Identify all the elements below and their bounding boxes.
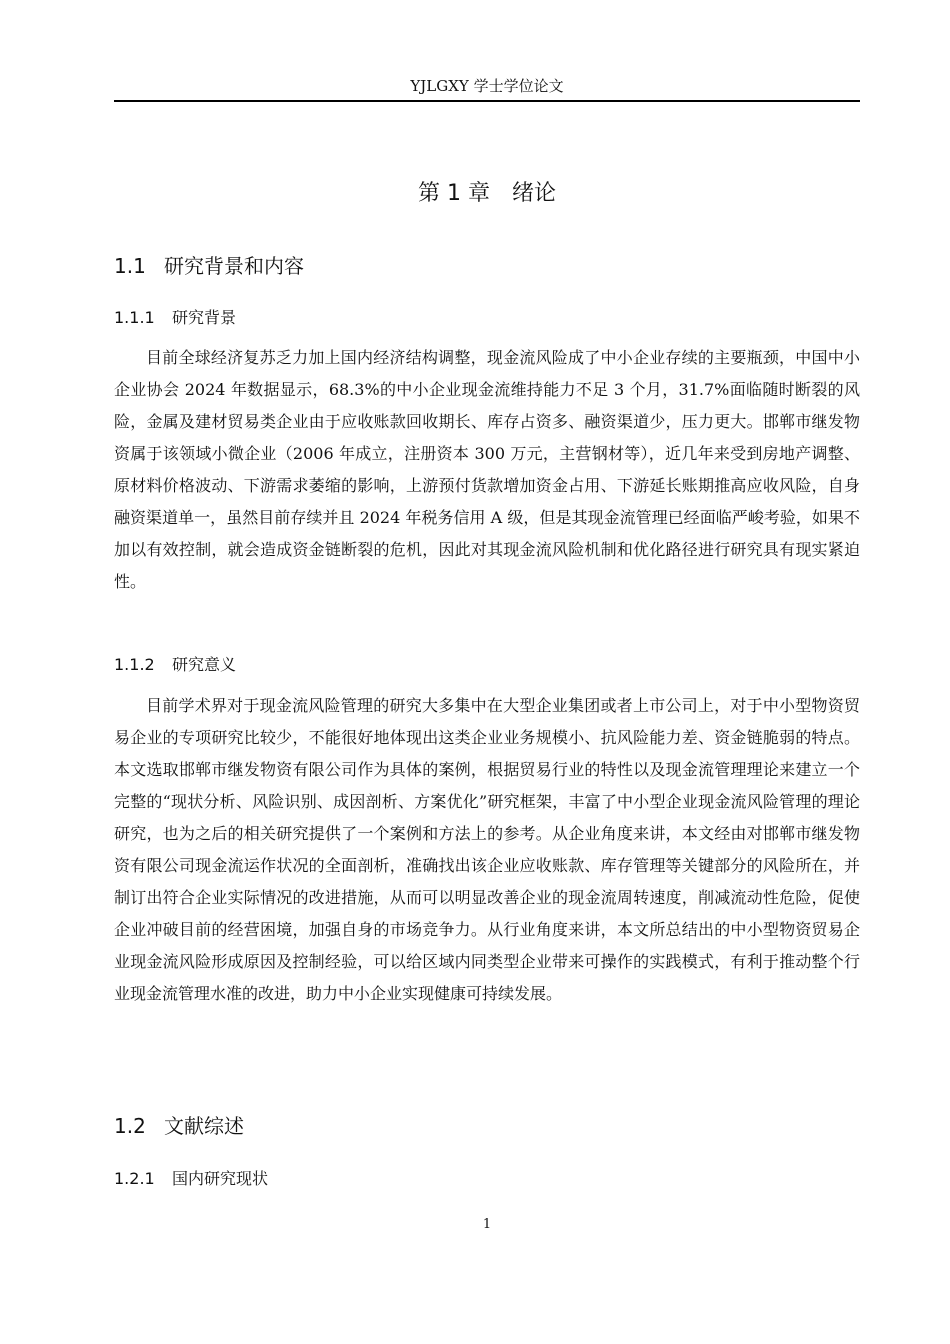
header-rule [114, 100, 860, 102]
subsection-heading-1-1-1 [114, 306, 860, 330]
subsection-number: 1.1.1 [114, 308, 155, 327]
section-heading-1-1 [114, 251, 860, 281]
subsection-title: 国内研究现状 [172, 1169, 269, 1188]
section-number: 1.2 [114, 1114, 146, 1138]
subsection-number: 1.1.2 [114, 655, 155, 674]
section-title: 研究背景和内容 [164, 254, 304, 278]
subsection-title: 研究意义 [172, 655, 237, 674]
section-number: 1.1 [114, 254, 146, 278]
page-number: 1 [482, 1217, 492, 1232]
subsection-heading-1-1-2 [114, 653, 860, 677]
paragraph-research-significance: 目前学术界对于现金流风险管理的研究大多集中在大型企业集团或者上市公司上，对于中小型物资贸易企业的专项研究比较少，不能很好地体现出这类企业业务规模小、抗风险能力差、资金链脆弱的特点。本文选取邯郸市继发物资有限公司作为具体的案例，根据贸易行业的特性以及现金流管理理论来建立一个完整的“现状分析、风险识别、成因剖析、方案优化”研究框架，丰富了中小型企业现金流风险管理的理论研究，也为之后的相关研究提供了一个案例和方法上的参考。从企业角度来讲，本文经由对邯郸市继发物资有限公司现金流运作状况的全面剖析，准确找出该企业应收账款、库存管理等关键部分的风险所在，并制订出符合企业实际情况的改进措施，从而可以明显改善企业的现金流周转速度，削减流动性危险，促使企业冲破目前的经营困境，加强自身的市场竞争力。从行业角度来讲，本文所总结出的中小型物资贸易企业现金流风险形成原因及控制经验，可以给区域内同类型企业带来可操作的实践模式，有利于推动整个行业现金流管理水准的改进，助力中小企业实现健康可持续发展。 [114, 696, 860, 1003]
subsection-heading-1-2-1 [114, 1167, 860, 1191]
chapter-title: 第 1 章 绪论 [418, 181, 556, 206]
subsection-title: 研究背景 [172, 308, 237, 327]
running-header: YJLGXY 学士学位论文 [410, 77, 564, 95]
section-heading-1-2 [114, 1111, 860, 1141]
paragraph-research-background: 目前全球经济复苏乏力加上国内经济结构调整，现金流风险成了中小企业存续的主要瓶颈，中国中小企业协会 2024 年数据显示，68.3%的中小企业现金流维持能力不足 3 个月，31.7%面临随时断裂的风险，金属及建材贸易类企业由于应收账款回收期长、库存占资多、融资渠道少，压力更大。邯郸市继发物资属于该领域小微企业（2006 年成立，注册资本 300 万元，主营钢材等），近几年来受到房地产调整、原材料价格波动、下游需求萎缩的影响，上游预付货款增加资金占用、下游延长账期推高应收风险，自身融资渠道单一，虽然目前存续并且 2024 年税务信用 A 级，但是其现金流管理已经面临严峻考验，如果不加以有效控制，就会造成资金链断裂的危机，因此对其现金流风险机制和优化路径进行研究具有现实紧迫性。 [114, 348, 860, 591]
subsection-number: 1.2.1 [114, 1169, 155, 1188]
section-title: 文献综述 [164, 1114, 244, 1138]
